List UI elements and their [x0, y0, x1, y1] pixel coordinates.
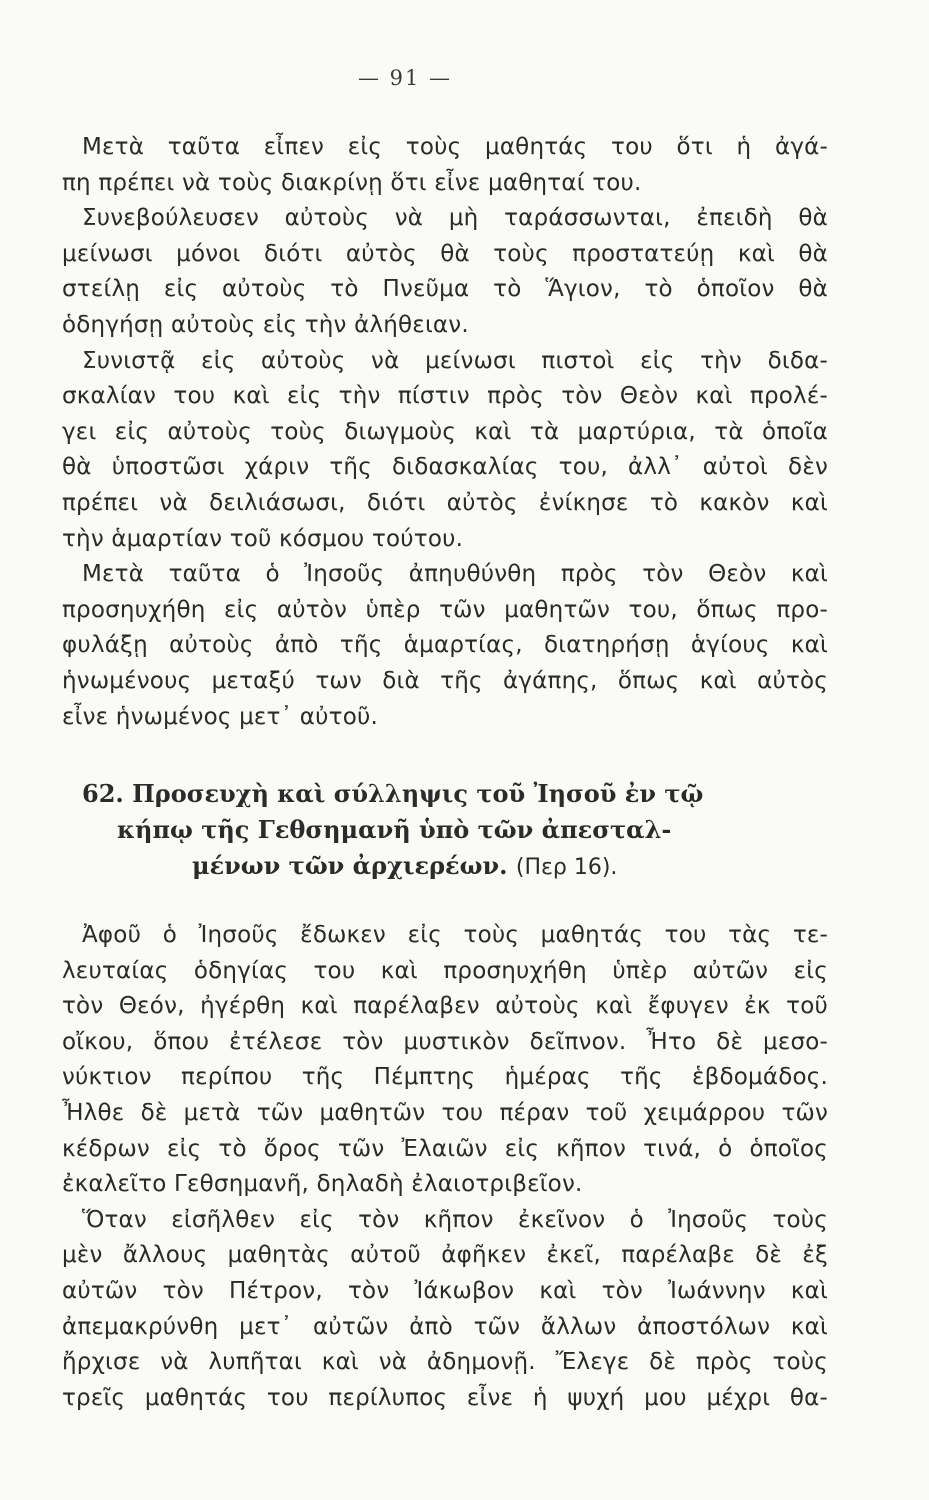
text-line: κέδρων εἰς τὸ ὄρος τῶν Ἐλαιῶν εἰς κῆπον τινά, ὁ ὁποῖος: [62, 1135, 828, 1162]
heading-reference: (Περ 16).: [515, 855, 618, 880]
text-line: ἤρχισε νὰ λυπῆται καὶ νὰ ἀδημονῇ. Ἔλεγε δὲ πρὸς τοὺς: [62, 1349, 828, 1376]
heading-line-3: [62, 848, 828, 884]
text-line: μείνωσι μόνοι διότι αὐτὸς θὰ τοὺς προστατεύῃ καὶ θὰ: [62, 240, 828, 267]
heading-line-1: 62. Προσευχὴ καὶ σύλληψις τοῦ Ἰησοῦ ἐν τῷ: [82, 779, 704, 808]
text-line: Συνιστᾷ εἰς αὐτοὺς νὰ μείνωσι πιστοὶ εἰς τὴν διδα-: [82, 347, 828, 374]
text-line: Μετὰ ταῦτα εἶπεν εἰς τοὺς μαθητάς του ὅτι ἡ ἀγά-: [82, 134, 828, 160]
text-line: οἴκου, ὅπου ἐτέλεσε τὸν μυστικὸν δεῖπνον. Ἦτο δὲ μεσο-: [62, 1028, 828, 1055]
text-line: νύκτιον περίπου τῆς Πέμπτης ἡμέρας τῆς ἑβδομάδος.: [62, 1064, 828, 1091]
text-line: προσηυχήθη εἰς αὐτὸν ὑπὲρ τῶν μαθητῶν του, ὅπως προ-: [62, 596, 828, 623]
text-line: πρέπει νὰ δειλιάσωσι, διότι αὐτὸς ἐνίκησε τὸ κακὸν καὶ: [62, 489, 828, 516]
text-line: Ὅταν εἰσῆλθεν εἰς τὸν κῆπον ἐκεῖνον ὁ Ἰησοῦς τοὺς: [82, 1206, 828, 1233]
page-number: — 91 —: [357, 66, 453, 90]
text-line: Συνεβούλευσεν αὐτοὺς νὰ μὴ ταράσσωνται, ἐπειδὴ θὰ: [82, 205, 828, 232]
text-line: Ἦλθε δὲ μετὰ τῶν μαθητῶν του πέραν τοῦ χειμάρρου τῶν: [62, 1099, 828, 1126]
text-line: αὐτῶν τὸν Πέτρον, τὸν Ἰάκωβον καὶ τὸν Ἰωάννην καὶ: [62, 1277, 828, 1304]
text-line: τὸν Θεόν, ἠγέρθη καὶ παρέλαβεν αὐτοὺς καὶ ἔφυγεν ἐκ τοῦ: [62, 993, 828, 1020]
paragraphs-section-2: [62, 918, 828, 1416]
chapter-heading: [62, 776, 828, 884]
text-line: φυλάξῃ αὐτοὺς ἀπὸ τῆς ἁμαρτίας, διατηρήσῃ ἁγίους καὶ: [62, 632, 828, 659]
text-line: μὲν ἄλλους μαθητὰς αὐτοῦ ἀφῆκεν ἐκεῖ, παρέλαβε δὲ ἐξ: [62, 1242, 828, 1269]
paragraphs-section-1: [62, 130, 828, 735]
text-line: λευταίας ὁδηγίας του καὶ προσηυχήθη ὑπὲρ αὐτῶν εἰς: [62, 957, 828, 984]
text-line: Μετὰ ταῦτα ὁ Ἰησοῦς ἀπηυθύνθη πρὸς τὸν Θεὸν καὶ: [82, 561, 828, 588]
text-line: σκαλίαν του καὶ εἰς τὴν πίστιν πρὸς τὸν Θεὸν καὶ προλέ-: [62, 383, 828, 410]
text-line: ἐκαλεῖτο Γεθσημανῆ, δηλαδὴ ἐλαιοτριβεῖον.: [62, 1171, 583, 1198]
text-line: τρεῖς μαθητάς του περίλυπος εἶνε ἡ ψυχή μου μέχρι θα-: [62, 1384, 828, 1411]
text-line: εἶνε ἡνωμένος μετ᾽ αὐτοῦ.: [62, 703, 379, 730]
text-line: τὴν ἁμαρτίαν τοῦ κόσμου τούτου.: [62, 525, 464, 552]
text-line: πη πρέπει νὰ τοὺς διακρίνῃ ὅτι εἶνε μαθηταί του.: [62, 169, 642, 196]
text-line: θὰ ὑποστῶσι χάριν τῆς διδασκαλίας του, ἀλλ᾽ αὐτοὶ δὲν: [62, 454, 828, 481]
text-line: ὁδηγήσῃ αὐτοὺς εἰς τὴν ἀλήθειαν.: [62, 311, 469, 338]
heading-line-2: κήπῳ τῆς Γεθσημανῆ ὑπὸ τῶν ἀπεσταλ-: [117, 815, 672, 844]
text-line: Ἀφοῦ ὁ Ἰησοῦς ἔδωκεν εἰς τοὺς μαθητάς του τὰς τε-: [82, 922, 828, 948]
text-line: γει εἰς αὐτοὺς τοὺς διωγμοὺς καὶ τὰ μαρτύρια, τὰ ὁποῖα: [62, 418, 828, 445]
heading-line-3-text: μένων τῶν ἀρχιερέων.: [192, 851, 508, 880]
text-line: ἡνωμένους μεταξύ των διὰ τῆς ἀγάπης, ὅπως καὶ αὐτὸς: [62, 667, 828, 694]
text-line: ἀπεμακρύνθη μετ᾽ αὐτῶν ἀπὸ τῶν ἄλλων ἀποστόλων καὶ: [62, 1313, 828, 1340]
text-line: στείλῃ εἰς αὐτοὺς τὸ Πνεῦμα τὸ Ἅγιον, τὸ ὁποῖον θὰ: [62, 276, 828, 303]
